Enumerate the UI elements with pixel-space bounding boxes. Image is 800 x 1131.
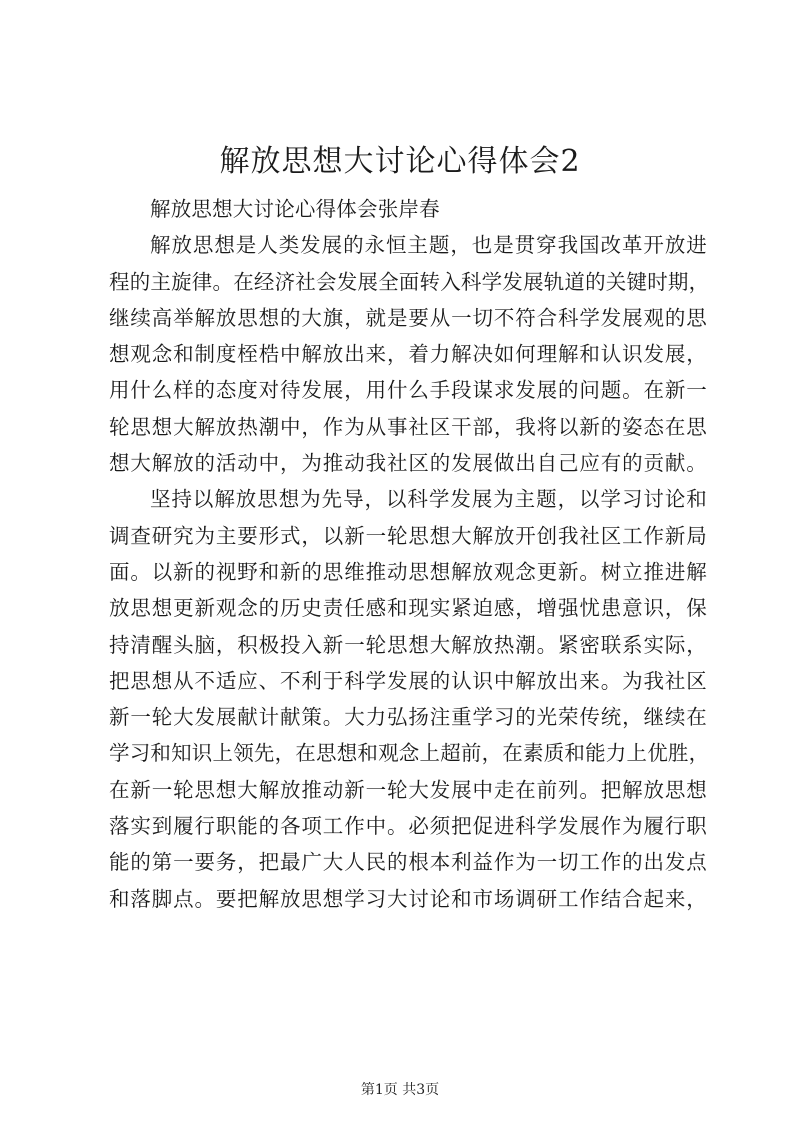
paragraph-line: 轮思想大解放热潮中，作为从事社区干部，我将以新的姿态在思 (109, 414, 707, 439)
paragraph-line: 想大解放的活动中，为推动我社区的发展做出自己应有的贡献。 (109, 451, 707, 476)
paragraph-line: 面。以新的视野和新的思维推动思想解放观念更新。树立推进解 (109, 559, 707, 584)
paragraph-2 (109, 481, 710, 917)
paragraph-line: 落实到履行职能的各项工作中。必须把促进科学发展作为履行职 (109, 814, 707, 839)
paragraph-line: 把思想从不适应、不利于科学发展的认识中解放出来。为我社区 (109, 668, 707, 693)
paragraph-line: 和落脚点。要把解放思想学习大讨论和市场调研工作结合起来， (109, 886, 707, 911)
page-footer: 第1页 共3页 (360, 1082, 440, 1098)
paragraph-line: 想观念和制度桎梏中解放出来，着力解决如何理解和认识发展， (109, 342, 707, 367)
paragraph-line: 解放思想是人类发展的永恒主题，也是贯穿我国改革开放进 (150, 233, 707, 258)
document-subtitle: 解放思想大讨论心得体会张岸春 (150, 197, 440, 221)
paragraph-1 (109, 227, 710, 481)
document-body (109, 191, 710, 917)
paragraph-line: 继续高举解放思想的大旗，就是要从一切不符合科学发展观的思 (109, 305, 707, 330)
paragraph-line: 调查研究为主要形式，以新一轮思想大解放开创我社区工作新局 (109, 523, 707, 548)
paragraph-line: 新一轮大发展献计献策。大力弘扬注重学习的光荣传统，继续在 (109, 705, 707, 730)
paragraph-line: 坚持以解放思想为先导，以科学发展为主题，以学习讨论和 (150, 487, 707, 512)
paragraph-line: 在新一轮思想大解放推动新一轮大发展中走在前列。把解放思想 (109, 777, 707, 802)
document-title: 解放思想大讨论心得体会2 (219, 144, 581, 179)
paragraph-line: 持清醒头脑，积极投入新一轮思想大解放热潮。紧密联系实际， (109, 632, 707, 657)
paragraph-line: 学习和知识上领先，在思想和观念上超前，在素质和能力上优胜， (109, 741, 710, 766)
paragraph-line: 用什么样的态度对待发展，用什么手段谋求发展的问题。在新一 (109, 378, 707, 403)
paragraph-line: 放思想更新观念的历史责任感和现实紧迫感，增强忧患意识，保 (109, 596, 707, 621)
paragraph-line: 程的主旋律。在经济社会发展全面转入科学发展轨道的关键时期， (109, 269, 710, 294)
paragraph-line: 能的第一要务，把最广大人民的根本利益作为一切工作的出发点 (109, 850, 707, 875)
